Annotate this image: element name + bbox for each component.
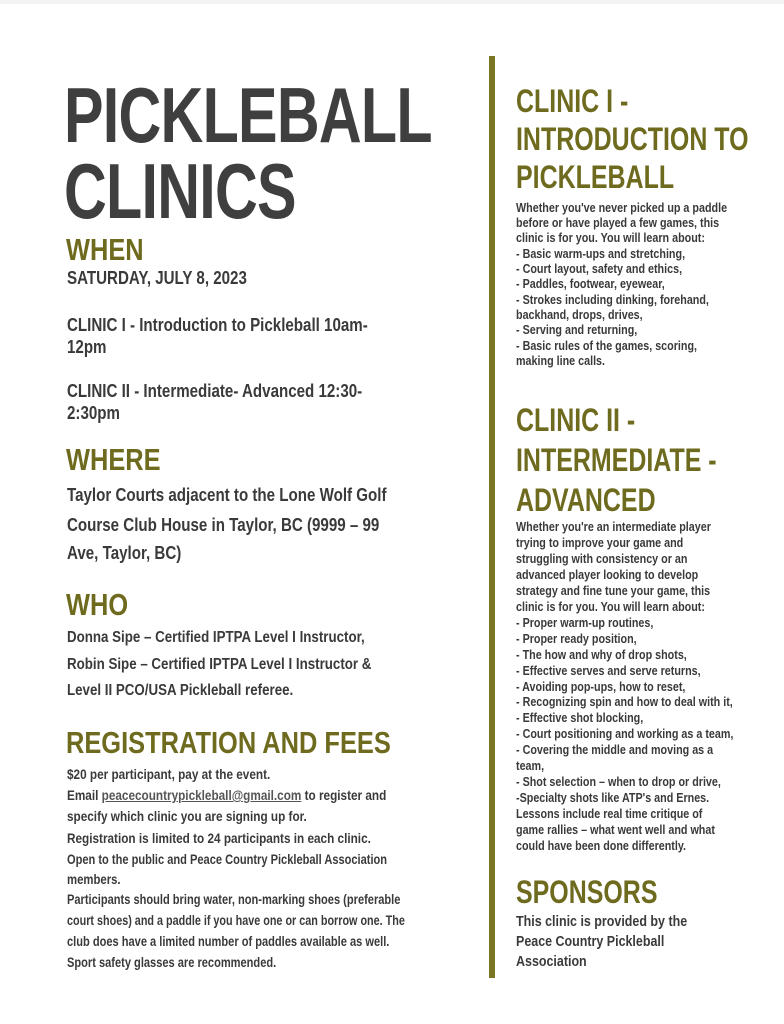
registration-line-5: Open to the public and Peace Country Pickleball Association [67,852,388,867]
email-prefix: Email [67,787,102,803]
clinic2-text-line: - Effective shot blocking, [516,711,644,726]
clinic1-text-line: clinic is for you. You will learn about: [516,231,705,245]
where-line-3: Ave, Taylor, BC) [67,543,182,563]
clinic1-heading-line-3: PICKLEBALL [516,159,675,195]
clinic2-text-line: - Court positioning and working as a team, [516,727,734,742]
where-heading: WHERE [66,442,161,477]
registration-email-line [67,785,386,806]
clinic2-text-line: Whether you're an intermediate player [516,520,711,534]
clinic2-text-line: could have been done differently. [516,839,687,853]
clinic2-text-line: clinic is for you. You will learn about: [516,599,705,614]
clinic2-text-line: trying to improve your game and [516,535,684,550]
clinic2-heading-line-3: ADVANCED [516,482,656,518]
page-title-line-2: CLINICS [64,147,296,235]
who-line-2: Robin Sipe – Certified IPTPA Level I Instructor & [67,656,372,673]
registration-line-9: club does have a limited number of paddles available as well. [67,934,390,949]
clinic2-time-line-1: CLINIC II - Intermediate- Advanced 12:30- [67,381,363,401]
who-line-3: Level II PCO/USA Pickleball referee. [67,682,294,699]
clinic2-text-line: - The how and why of drop shots, [516,647,687,662]
clinic2-text-line: - Shot selection – when to drop or drive, [516,775,721,790]
clinic2-text-line: - Proper warm-up routines, [516,615,654,630]
clinic2-text-line: team, [516,759,545,774]
where-line-1: Taylor Courts adjacent to the Lone Wolf Golf [67,485,387,505]
clinic1-time-line-2: 12pm [67,337,107,357]
clinic1-text-line: backhand, drops, drives, [516,308,643,322]
clinic1-text-line: - Strokes including dinking, forehand, [516,293,709,307]
clinic2-text-line: - Avoiding pop-ups, how to reset, [516,679,686,694]
email-link[interactable]: peacecountrypickleball@gmail.com [101,787,302,803]
clinic1-heading-line-2: INTRODUCTION TO [516,121,749,157]
clinic2-text-line: - Proper ready position, [516,631,637,646]
sponsors-heading: SPONSORS [516,874,658,910]
where-line-2: Course Club House in Taylor, BC (9999 – 99 [67,515,380,535]
clinic2-text-line: advanced player looking to develop [516,567,699,582]
clinic2-heading-line-2: INTERMEDIATE - [516,442,717,478]
clinic2-text-line: - Covering the middle and moving as a [516,743,714,758]
clinic2-text-line: - Recognizing spin and how to deal with it, [516,695,733,710]
top-bar [0,0,784,4]
registration-fee: $20 per participant, pay at the event. [67,766,271,782]
when-heading: WHEN [66,232,144,267]
clinic2-text-line: struggling with consistency or an [516,551,688,566]
sponsors-line-1: This clinic is provided by the [516,914,688,930]
column-divider [489,56,495,978]
clinic2-text-line: Lessons include real time critique of [516,807,703,822]
clinic1-text-line: before or have played a few games, this [516,216,720,230]
registration-line-3: specify which clinic you are signing up for. [67,808,307,824]
clinic1-text-line: Whether you've never picked up a paddle [516,201,728,215]
clinic2-text-line: - Effective serves and serve returns, [516,663,701,678]
sponsors-line-2: Peace Country Pickleball [516,934,665,950]
event-date: SATURDAY, JULY 8, 2023 [67,268,247,288]
clinic2-text-line: -Specialty shots like ATP's and Ernes. [516,791,710,806]
registration-line-6: members. [67,872,121,887]
clinic1-text-line: - Court layout, safety and ethics, [516,262,683,276]
clinic1-text-line: - Serving and returning, [516,323,638,337]
registration-line-8: court shoes) and a paddle if you have one or can borrow one. The [67,913,405,928]
registration-line-10: Sport safety glasses are recommended. [67,955,277,970]
clinic1-time-line-1: CLINIC I - Introduction to Pickleball 10am- [67,315,368,335]
registration-line-4: Registration is limited to 24 participants in each clinic. [67,830,371,846]
clinic1-heading-line-1: CLINIC I - [516,83,629,119]
sponsors-line-3: Association [516,954,587,970]
clinic1-text-line: - Paddles, footwear, eyewear, [516,277,665,291]
page-title-line-1: PICKLEBALL [64,71,432,159]
clinic2-heading-line-1: CLINIC II - [516,402,636,438]
who-line-1: Donna Sipe – Certified IPTPA Level I Instructor, [67,629,365,646]
email-suffix: to register and [301,787,387,803]
clinic1-text-line: making line calls. [516,354,606,368]
clinic1-text-line: - Basic rules of the games, scoring, [516,339,698,353]
registration-heading: REGISTRATION AND FEES [66,725,391,760]
clinic2-time-line-2: 2:30pm [67,403,120,423]
clinic2-text-line: game rallies – what went well and what [516,823,715,838]
who-heading: WHO [66,587,129,622]
registration-line-7: Participants should bring water, non-marking shoes (preferable [67,892,401,907]
clinic1-text-line: - Basic warm-ups and stretching, [516,247,686,261]
clinic2-text-line: strategy and fine tune your game, this [516,583,711,598]
